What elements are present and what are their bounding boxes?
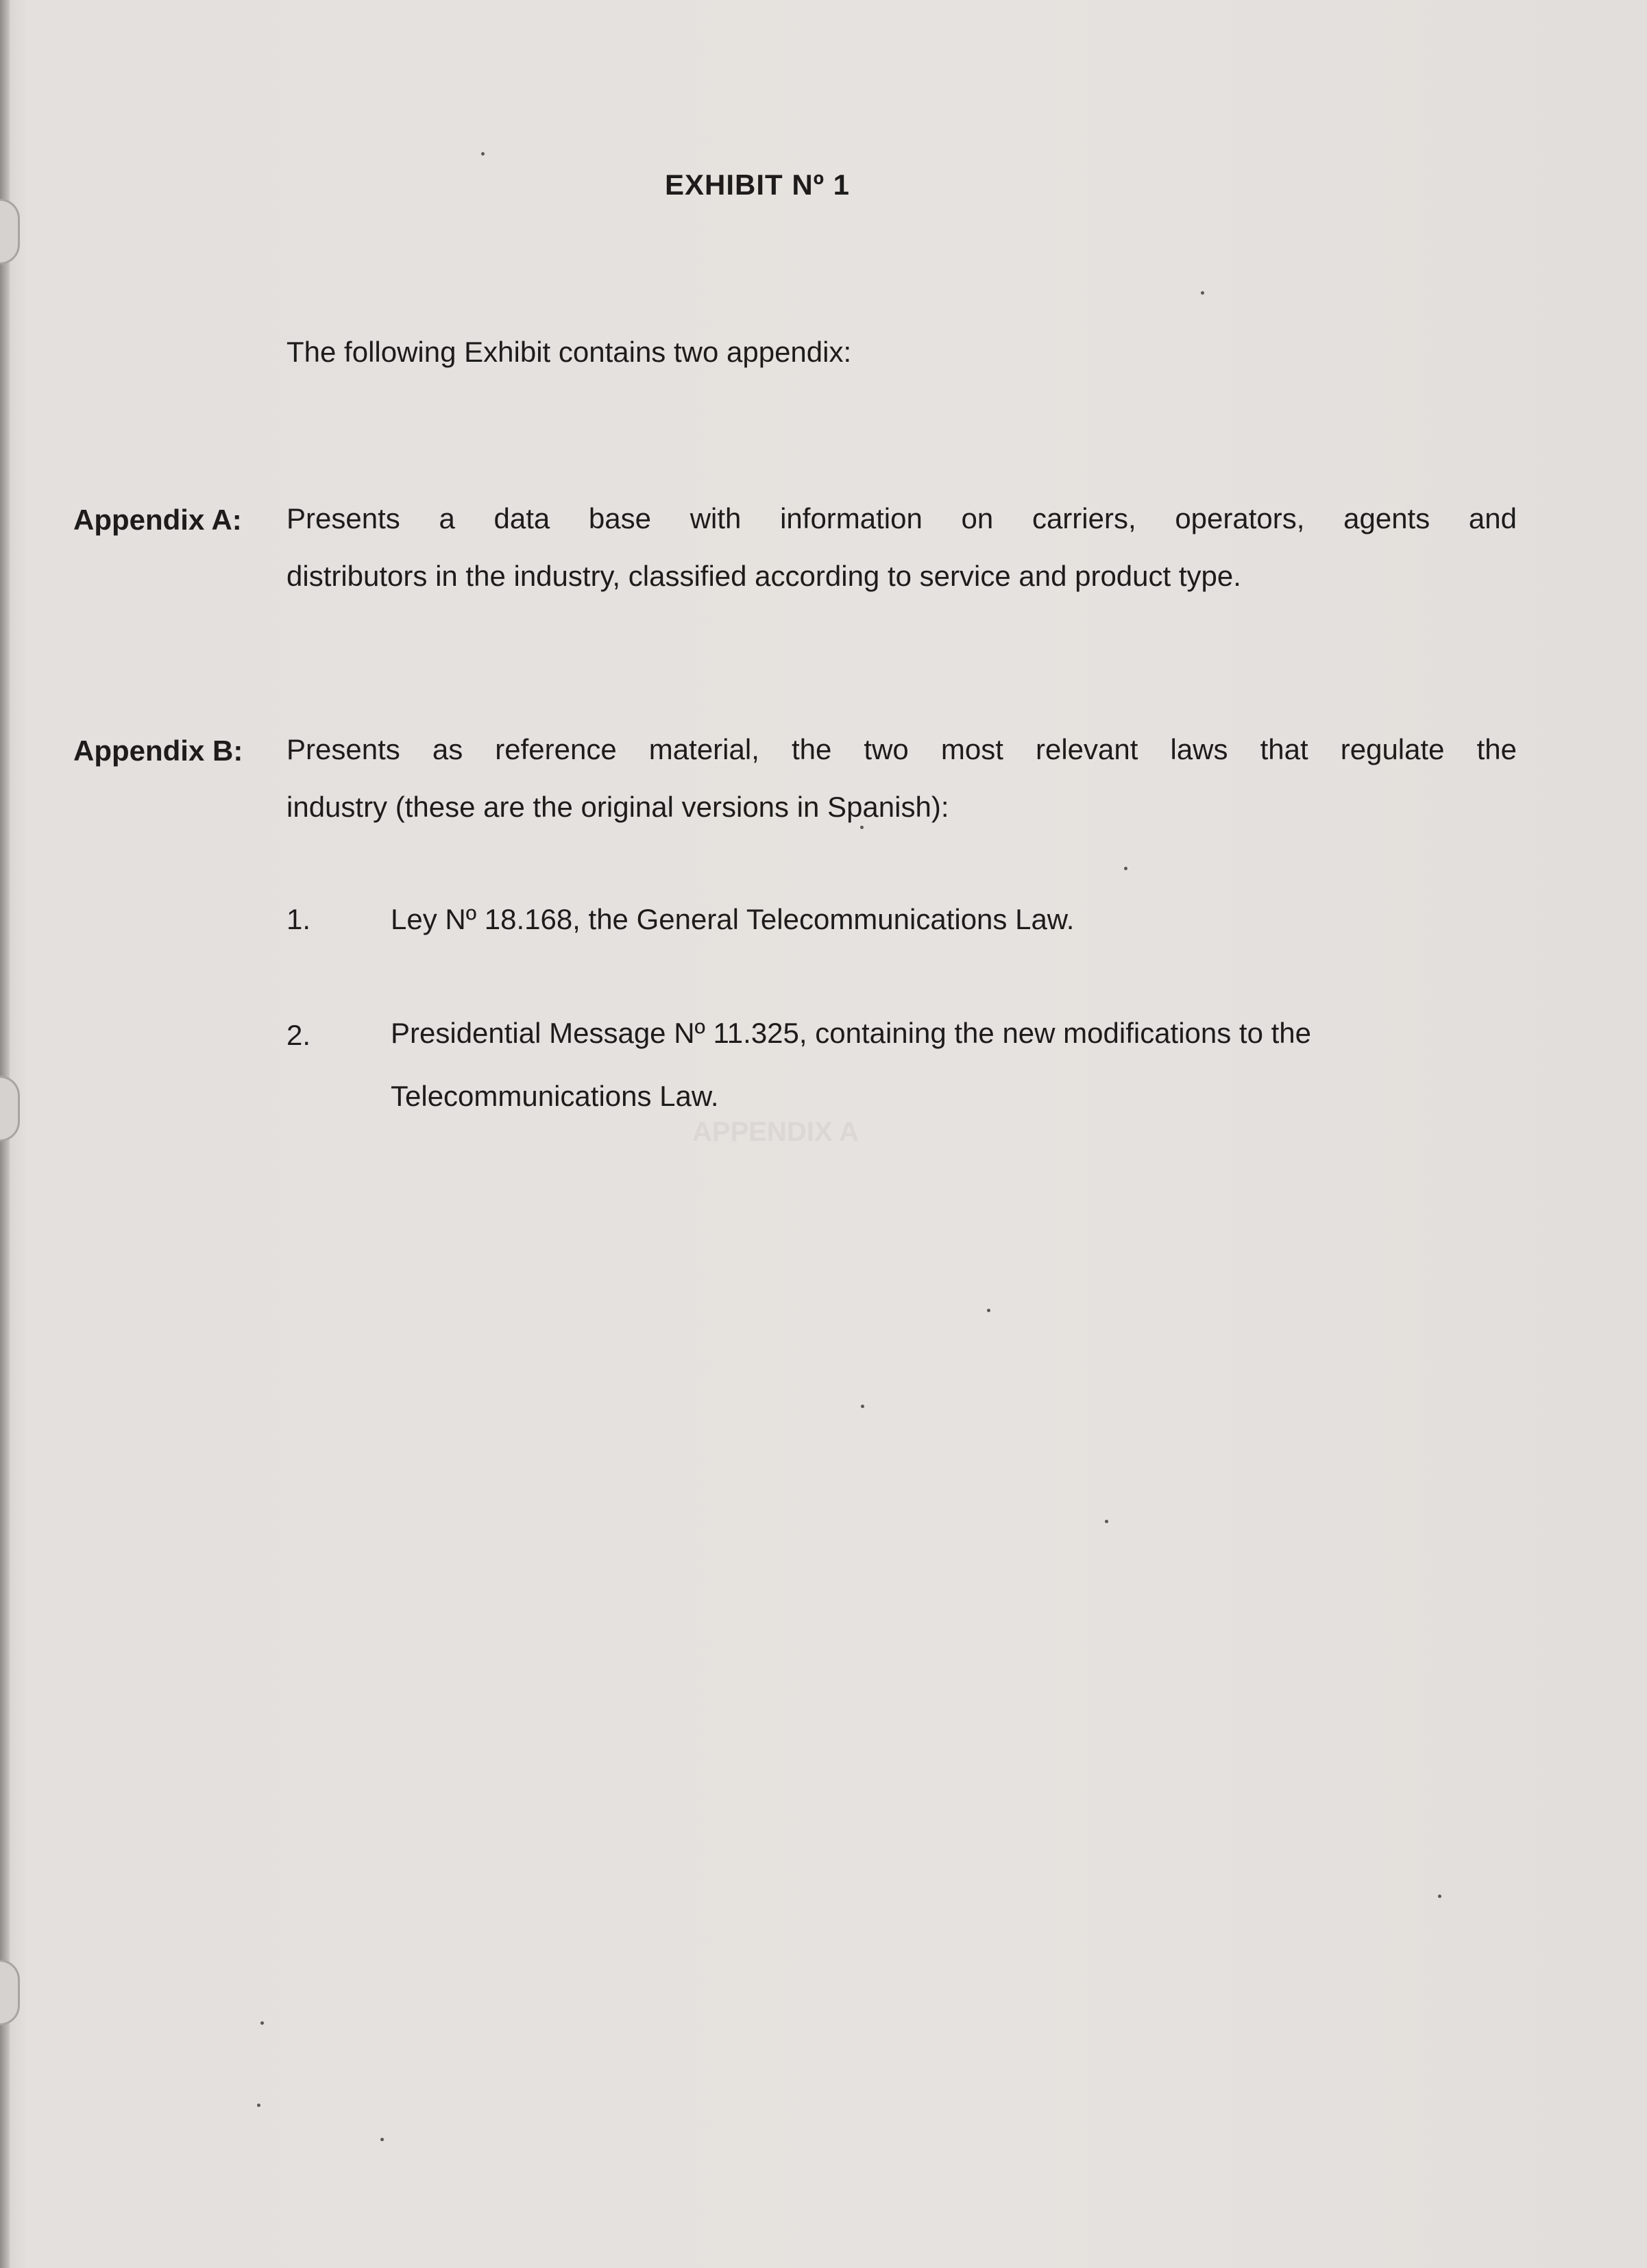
law-item-text [391, 1002, 1556, 1128]
binder-ring [0, 199, 20, 264]
paper-speck [987, 1309, 990, 1312]
appendix-a-label: Appendix A: [73, 504, 242, 536]
paper-speck [257, 2104, 260, 2107]
paper-speck [1201, 291, 1204, 295]
paper-speck [860, 826, 864, 829]
paper-speck [1124, 867, 1127, 870]
exhibit-title: EXHIBIT Nº 1 [664, 169, 851, 201]
law-item-text: Ley Nº 18.168, the General Telecommunications Law. [391, 903, 1075, 935]
appendix-a-line-1: Presents a data base with information on carriers, operators, agents and [286, 502, 1517, 534]
binder-ring [0, 1960, 20, 2025]
appendix-b-label: Appendix B: [73, 735, 243, 767]
paper-speck [861, 1405, 864, 1408]
paper-speck [260, 2021, 264, 2025]
law-item-line-1: Presidential Message Nº 11.325, containing the new modifications to the [391, 1017, 1312, 1049]
appendix-a-line-2: distributors in the industry, classified according to service and product type. [286, 560, 1241, 592]
paper-speck [1438, 1895, 1441, 1898]
paper-speck [1105, 1520, 1108, 1523]
appendix-b-line-1: Presents as reference material, the two most relevant laws that regulate the [286, 733, 1517, 765]
binder-ring [0, 1076, 20, 1142]
paper-speck [380, 2138, 384, 2141]
paper-speck [481, 152, 485, 156]
law-item-line-2: Telecommunications Law. [391, 1080, 719, 1112]
law-item-number: 2. [286, 1019, 311, 1051]
bleed-through-text: APPENDIX A [692, 1117, 859, 1147]
appendix-a-description [286, 490, 1517, 605]
intro-text: The following Exhibit contains two appendix: [286, 336, 852, 368]
law-item-number: 1. [286, 903, 311, 935]
appendix-b-line-2: industry (these are the original versions in Spanish): [286, 791, 949, 823]
appendix-b-description [286, 721, 1517, 836]
